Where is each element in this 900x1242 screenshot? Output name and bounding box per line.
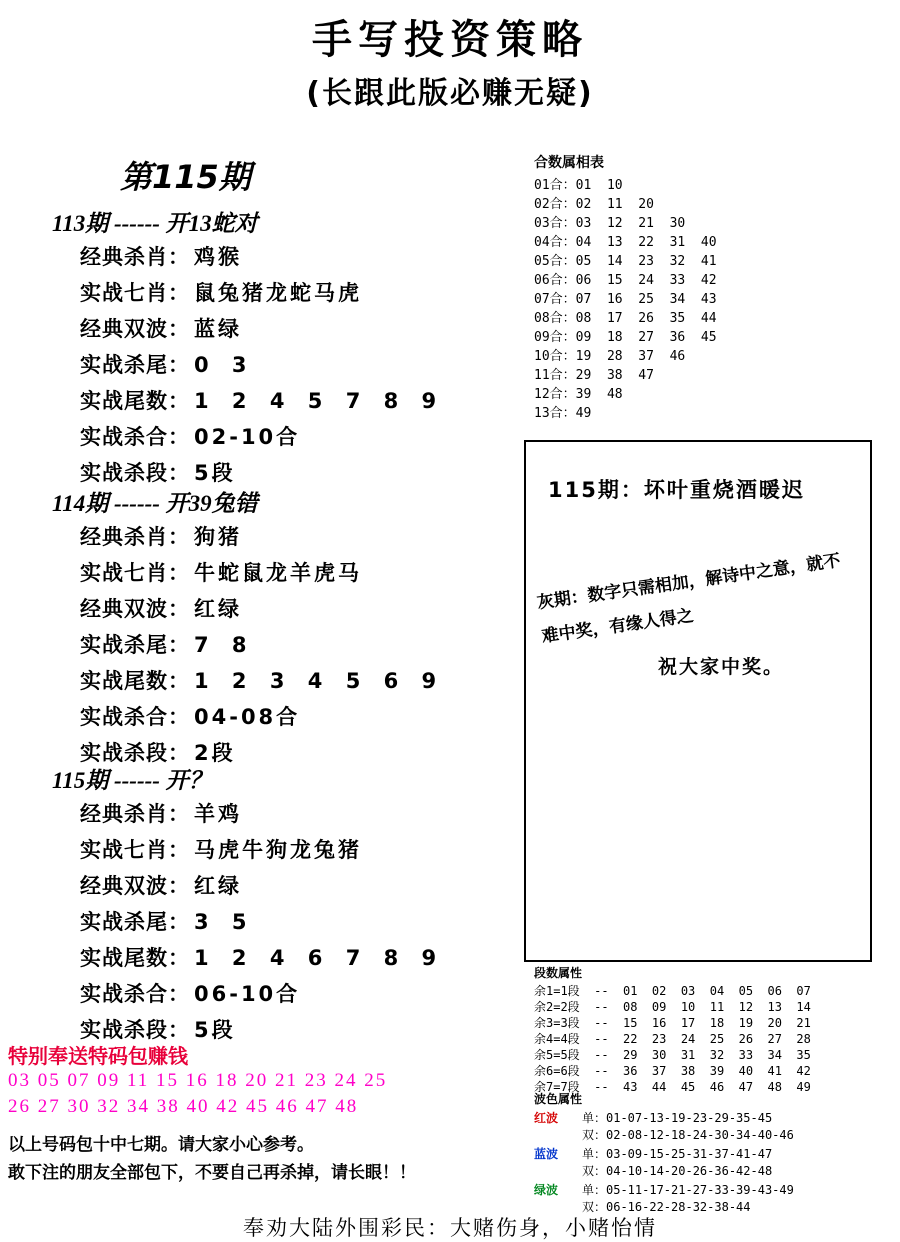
forecast-row — [40, 382, 540, 418]
bose-row: 双：02-08-12-18-24-30-34-40-46 — [582, 1128, 794, 1142]
row-label: 经典双波： — [80, 597, 190, 621]
forecast-row — [40, 274, 540, 310]
poem-heading: 115期：坏叶重烧酒暖迟 — [548, 478, 805, 502]
heshu-row: 07合：07 16 25 34 43 — [534, 292, 717, 307]
bose-caption: 波色属性 — [534, 1092, 583, 1106]
page-footer: 奉劝大陆外围彩民：大赌伤身，小赌怡情 — [243, 1216, 657, 1240]
row-label: 实战杀尾： — [80, 353, 190, 377]
bose-row: 单：01-07-13-19-23-29-35-45 — [582, 1111, 773, 1125]
forecast-row — [40, 418, 540, 454]
forecast-row — [40, 662, 540, 698]
row-value: 1 2 3 4 5 6 9 — [194, 669, 445, 693]
heshu-row: 05合：05 14 23 32 41 — [534, 254, 717, 269]
row-label: 经典双波： — [80, 874, 190, 898]
duan-row: 余1=1段 -- 01 02 03 04 05 06 07 — [534, 984, 811, 998]
row-label: 经典杀肖： — [80, 802, 190, 826]
row-label: 实战七肖： — [80, 281, 190, 305]
row-label: 实战尾数： — [80, 389, 190, 413]
row-value: 5段 — [194, 461, 236, 485]
row-value: 红绿 — [194, 874, 242, 898]
bose-row: 单：03-09-15-25-31-37-41-47 — [582, 1147, 773, 1161]
bonus-title: 特别奉送特码包赚钱 — [8, 1044, 188, 1068]
duan-row: 余6=6段 -- 36 37 38 39 40 41 42 — [534, 1064, 811, 1078]
row-value: 5段 — [194, 1018, 236, 1042]
heshu-row: 02合：02 11 20 — [534, 197, 654, 212]
page-subtitle: (长跟此版必赚无疑) — [306, 76, 594, 111]
bose-group-blue — [534, 1146, 884, 1180]
bonus-note-2: 敢下注的朋友全部包下，不要自己再杀掉，请长眼！！ — [8, 1163, 416, 1183]
issue-heading: 第115期 — [120, 158, 251, 196]
duan-row: 余4=4段 -- 22 23 24 25 26 27 28 — [534, 1032, 811, 1046]
duan-row: 余7=7段 -- 43 44 45 46 47 48 49 — [534, 1080, 811, 1094]
row-label: 实战杀段： — [80, 461, 190, 485]
duan-table — [534, 964, 874, 1095]
row-label: 实战杀合： — [80, 982, 190, 1006]
row-value: 红绿 — [194, 597, 242, 621]
row-value: 鼠兔猪龙蛇马虎 — [194, 281, 362, 305]
bose-group-name: 红波 — [534, 1111, 559, 1125]
heshu-row: 12合：39 48 — [534, 387, 623, 402]
forecast-row — [40, 626, 540, 662]
forecast-row — [40, 518, 540, 554]
row-value: 蓝绿 — [194, 317, 242, 341]
row-value: 0 3 — [194, 353, 255, 377]
row-label: 实战杀尾： — [80, 910, 190, 934]
row-value: 1 2 4 5 7 8 9 — [194, 389, 445, 413]
block-title: 114期 ------ 开39兔错 — [52, 491, 258, 516]
row-value: 3 5 — [194, 910, 255, 934]
row-value: 06-10合 — [194, 982, 301, 1006]
heshu-row: 11合：29 38 47 — [534, 368, 654, 383]
bose-row: 单：05-11-17-21-27-33-39-43-49 — [582, 1183, 794, 1197]
row-label: 实战七肖： — [80, 561, 190, 585]
duan-row: 余3=3段 -- 15 16 17 18 19 20 21 — [534, 1016, 811, 1030]
forecast-row — [40, 698, 540, 734]
heshu-caption: 合数属相表 — [534, 155, 604, 171]
bonus-numbers-line-1: 03 05 07 09 11 15 16 18 20 21 23 24 25 — [8, 1070, 388, 1091]
row-value: 1 2 4 6 7 8 9 — [194, 946, 445, 970]
forecast-row — [40, 975, 540, 1011]
bose-group-name: 绿波 — [534, 1183, 559, 1197]
heshu-row: 09合：09 18 27 36 45 — [534, 330, 717, 345]
row-value: 04-08合 — [194, 705, 301, 729]
row-label: 经典杀肖： — [80, 245, 190, 269]
row-label: 经典杀肖： — [80, 525, 190, 549]
heshu-row: 13合：49 — [534, 406, 592, 421]
block-title: 113期 ------ 开13蛇对 — [52, 211, 258, 236]
heshu-row: 03合：03 12 21 30 — [534, 216, 686, 231]
forecast-row — [40, 867, 540, 903]
forecast-row — [40, 831, 540, 867]
row-label: 经典双波： — [80, 317, 190, 341]
bose-row: 双：06-16-22-28-32-38-44 — [582, 1200, 751, 1214]
row-label: 实战杀合： — [80, 425, 190, 449]
forecast-block-113 — [40, 205, 540, 490]
bose-group-red — [534, 1110, 884, 1144]
row-value: 牛蛇鼠龙羊虎马 — [194, 561, 362, 585]
forecast-row — [40, 590, 540, 626]
row-label: 实战尾数： — [80, 669, 190, 693]
forecast-row — [40, 310, 540, 346]
heshu-row: 10合：19 28 37 46 — [534, 349, 686, 364]
page-title: 手写投资策略 — [312, 17, 588, 63]
bose-group-green — [534, 1182, 884, 1216]
row-value: 马虎牛狗龙兔猪 — [194, 838, 362, 862]
forecast-row — [40, 939, 540, 975]
duan-row: 余2=2段 -- 08 09 10 11 12 13 14 — [534, 1000, 811, 1014]
row-label: 实战杀尾： — [80, 633, 190, 657]
heshu-row: 06合：06 15 24 33 42 — [534, 273, 717, 288]
bose-table — [534, 1090, 884, 1218]
row-label: 实战七肖： — [80, 838, 190, 862]
row-value: 鸡猴 — [194, 245, 242, 269]
row-label: 实战尾数： — [80, 946, 190, 970]
forecast-block-115 — [40, 762, 540, 1047]
forecast-row — [40, 238, 540, 274]
heshu-row: 08合：08 17 26 35 44 — [534, 311, 717, 326]
poem-box — [524, 440, 872, 962]
forecast-block-114 — [40, 485, 540, 770]
bonus-note-1: 以上号码包十中七期。请大家小心参考。 — [8, 1135, 314, 1155]
poem-body: 灰期：数字只需相加，解诗中之意，就不难中奖，有缘人得之 — [535, 550, 842, 648]
bonus-numbers-line-2: 26 27 30 32 34 38 40 42 45 46 47 48 — [8, 1096, 359, 1117]
heshu-row: 01合：01 10 — [534, 178, 623, 193]
block-title: 115期 ------ 开？ — [52, 768, 212, 793]
poem-wish: 祝大家中奖。 — [658, 656, 785, 678]
heshu-table — [534, 152, 864, 423]
bose-row: 双：04-10-14-20-26-36-42-48 — [582, 1164, 773, 1178]
heshu-row: 04合：04 13 22 31 40 — [534, 235, 717, 250]
forecast-row — [40, 795, 540, 831]
row-label: 实战杀段： — [80, 741, 190, 765]
forecast-row — [40, 346, 540, 382]
row-value: 羊鸡 — [194, 802, 242, 826]
forecast-row — [40, 903, 540, 939]
row-value: 7 8 — [194, 633, 255, 657]
row-value: 狗猪 — [194, 525, 242, 549]
row-value: 2段 — [194, 741, 236, 765]
row-label: 实战杀合： — [80, 705, 190, 729]
row-label: 实战杀段： — [80, 1018, 190, 1042]
bose-group-name: 蓝波 — [534, 1147, 559, 1161]
duan-row: 余5=5段 -- 29 30 31 32 33 34 35 — [534, 1048, 811, 1062]
row-value: 02-10合 — [194, 425, 301, 449]
forecast-row — [40, 554, 540, 590]
duan-caption: 段数属性 — [534, 966, 583, 980]
